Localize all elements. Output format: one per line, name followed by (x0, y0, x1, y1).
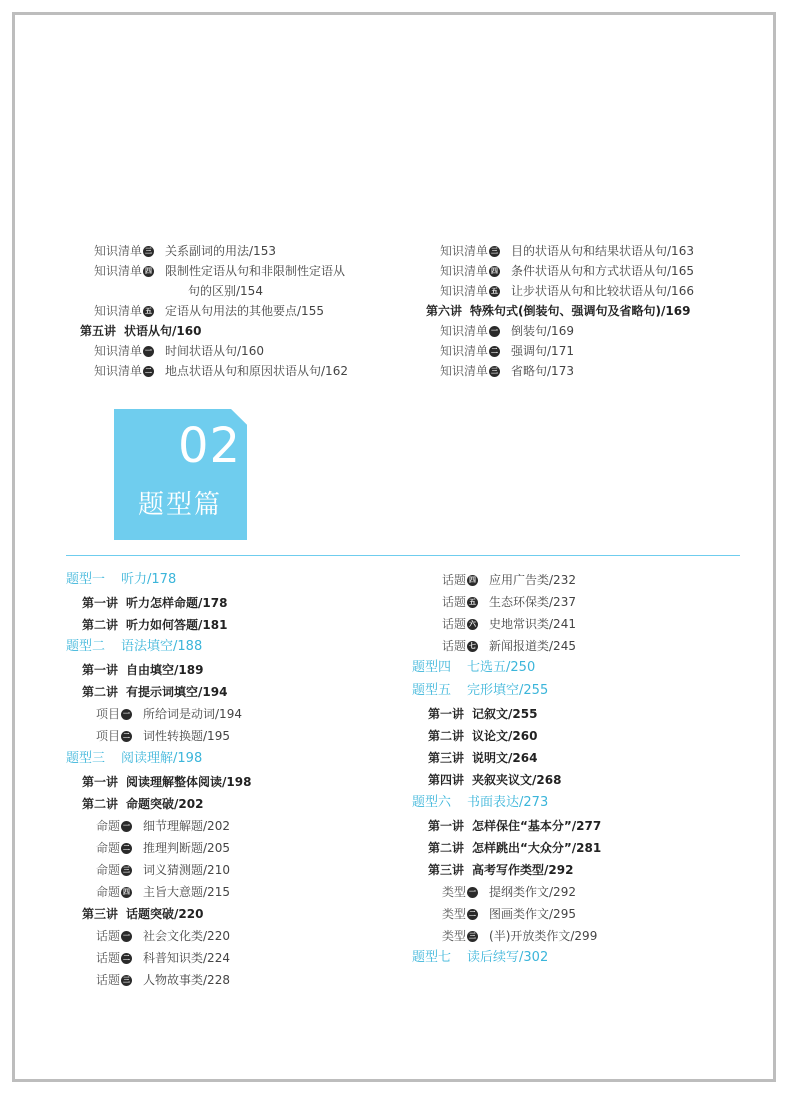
toc-entry[interactable] (96, 706, 242, 722)
lecture-text: 听力怎样命题/178 (126, 596, 228, 610)
lecture-label: 第一讲 (82, 596, 119, 610)
toc-lecture[interactable] (80, 323, 201, 339)
entry-number: 一 (123, 709, 131, 718)
lecture-label: 第三讲 (428, 863, 465, 877)
lecture-label: 第一讲 (428, 819, 465, 833)
lecture-label: 第五讲 (80, 324, 117, 338)
entry-text: 提纲类作文/292 (489, 885, 576, 899)
entry-text: 限制性定语从句和非限制性定语从 (165, 264, 346, 278)
entry-label: 命题 (96, 863, 121, 877)
entry-text: 史地常识类/241 (489, 617, 576, 631)
lecture-label: 第二讲 (82, 797, 119, 811)
entry-label: 知识清单 (440, 364, 489, 378)
part-text: 完形填空/255 (467, 683, 549, 698)
part-text: 读后续写/302 (467, 950, 549, 965)
toc-entry[interactable] (440, 283, 694, 299)
entry-label: 话题 (96, 973, 121, 987)
entry-number: 二 (123, 731, 131, 740)
toc-entry[interactable] (94, 243, 276, 259)
toc-entry[interactable] (96, 928, 230, 944)
lecture-text: 特殊句式(倒装句、强调句及省略句)/169 (470, 304, 691, 318)
part-label: 题型三 (66, 751, 106, 766)
entry-number: 四 (145, 266, 153, 275)
entry-text: 句的区别/154 (188, 284, 263, 298)
entry-text: 细节理解题/202 (143, 819, 230, 833)
entry-text: 社会文化类/220 (143, 929, 230, 943)
lecture-label: 第二讲 (428, 841, 465, 855)
toc-part[interactable] (412, 794, 548, 812)
entry-text: 强调句/171 (511, 344, 574, 358)
entry-number: 三 (123, 865, 131, 874)
toc-entry[interactable] (440, 263, 694, 279)
entry-number: 二 (123, 953, 131, 962)
entry-number: 二 (469, 909, 477, 918)
entry-number: 二 (491, 346, 499, 355)
entry-text: 推理判断题/205 (143, 841, 230, 855)
toc-lecture[interactable] (428, 818, 601, 834)
entry-number: 五 (491, 286, 499, 295)
part-label: 题型七 (412, 950, 452, 965)
toc-entry[interactable] (442, 928, 597, 944)
entry-label: 话题 (442, 573, 467, 587)
entry-label: 话题 (442, 617, 467, 631)
entry-text: 地点状语从句和原因状语从句/162 (165, 364, 348, 378)
toc-entry[interactable] (442, 572, 576, 588)
toc-lecture[interactable] (82, 662, 203, 678)
entry-text: 条件状语从句和方式状语从句/165 (511, 264, 694, 278)
part-label: 题型六 (412, 795, 452, 810)
toc-entry[interactable] (96, 862, 230, 878)
toc-entry[interactable] (94, 263, 345, 279)
entry-number: 三 (469, 931, 477, 940)
entry-text: 定语从句用法的其他要点/155 (165, 304, 324, 318)
entry-text: 词义猜测题/210 (143, 863, 230, 877)
entry-text: 时间状语从句/160 (165, 344, 264, 358)
toc-entry[interactable] (442, 594, 576, 610)
entry-text: 关系副词的用法/153 (165, 244, 276, 258)
entry-label: 命题 (96, 819, 121, 833)
entry-label: 知识清单 (94, 344, 143, 358)
entry-number: 六 (469, 619, 477, 628)
section-title: 题型篇 (138, 490, 223, 520)
entry-text: 应用广告类/232 (489, 573, 576, 587)
toc-lecture[interactable] (82, 774, 251, 790)
entry-label: 知识清单 (94, 244, 143, 258)
toc-entry[interactable] (96, 972, 230, 988)
toc-part[interactable] (412, 659, 535, 677)
entry-label: 项目 (96, 707, 121, 721)
entry-label: 命题 (96, 885, 121, 899)
entry-text: 词性转换题/195 (143, 729, 230, 743)
part-text: 阅读理解/198 (121, 751, 203, 766)
toc-lecture[interactable] (428, 706, 537, 722)
entry-label: 知识清单 (440, 344, 489, 358)
toc-entry[interactable] (96, 840, 230, 856)
lecture-text: 阅读理解整体阅读/198 (126, 775, 252, 789)
lecture-text: 议论文/260 (472, 729, 538, 743)
entry-label: 知识清单 (440, 264, 489, 278)
entry-text: 主旨大意题/215 (143, 885, 230, 899)
lecture-label: 第三讲 (428, 751, 465, 765)
lecture-text: 话题突破/220 (126, 907, 204, 921)
lecture-text: 自由填空/189 (126, 663, 204, 677)
lecture-label: 第一讲 (428, 707, 465, 721)
toc-lecture[interactable] (82, 595, 227, 611)
entry-number: 七 (469, 641, 477, 650)
toc-entry[interactable] (440, 243, 694, 259)
lecture-text: 夹叙夹议文/268 (472, 773, 562, 787)
entry-label: 类型 (442, 907, 467, 921)
toc-lecture[interactable] (82, 617, 227, 633)
toc-part[interactable] (66, 571, 176, 589)
entry-number: 一 (123, 821, 131, 830)
entry-label: 知识清单 (440, 244, 489, 258)
entry-label: 项目 (96, 729, 121, 743)
entry-label: 话题 (442, 639, 467, 653)
toc-entry[interactable] (96, 884, 230, 900)
toc-part[interactable] (66, 638, 202, 656)
entry-number: 一 (145, 346, 153, 355)
toc-entry[interactable] (442, 616, 576, 632)
entry-label: 类型 (442, 929, 467, 943)
entry-number: 四 (491, 266, 499, 275)
entry-text: 人物故事类/228 (143, 973, 230, 987)
lecture-text: 怎样跳出“大众分”/281 (472, 841, 602, 855)
toc-lecture[interactable] (428, 840, 601, 856)
entry-label: 知识清单 (440, 324, 489, 338)
entry-number: 二 (145, 366, 153, 375)
entry-label: 知识清单 (94, 264, 143, 278)
toc-entry-continuation[interactable] (188, 283, 263, 299)
toc-entry[interactable] (96, 728, 230, 744)
toc-entry[interactable] (442, 638, 576, 654)
entry-number: 一 (469, 887, 477, 896)
entry-number: 三 (491, 246, 499, 255)
entry-number: 三 (123, 975, 131, 984)
entry-number: 五 (145, 306, 153, 315)
lecture-label: 第二讲 (82, 618, 119, 632)
toc-entry[interactable] (96, 818, 230, 834)
lecture-label: 第二讲 (428, 729, 465, 743)
toc-lecture[interactable] (428, 728, 537, 744)
lecture-text: 高考写作类型/292 (472, 863, 574, 877)
entry-text: 倒装句/169 (511, 324, 574, 338)
toc-lecture[interactable] (82, 796, 203, 812)
toc-part[interactable] (412, 949, 548, 967)
toc-entry[interactable] (96, 950, 230, 966)
part-text: 七选五/250 (467, 660, 536, 675)
toc-lecture[interactable] (426, 303, 690, 319)
toc-entry[interactable] (440, 363, 574, 379)
toc-lecture[interactable] (82, 684, 227, 700)
part-label: 题型二 (66, 639, 106, 654)
toc-entry[interactable] (94, 343, 264, 359)
toc-lecture[interactable] (428, 750, 537, 766)
entry-text: 生态环保类/237 (489, 595, 576, 609)
toc-entry[interactable] (440, 343, 574, 359)
entry-text: 省略句/173 (511, 364, 574, 378)
entry-number: 三 (491, 366, 499, 375)
part-label: 题型一 (66, 572, 106, 587)
lecture-text: 有提示词填空/194 (126, 685, 228, 699)
lecture-text: 说明文/264 (472, 751, 538, 765)
entry-number: 一 (491, 326, 499, 335)
entry-text: 让步状语从句和比较状语从句/166 (511, 284, 694, 298)
lecture-text: 听力如何答题/181 (126, 618, 228, 632)
section-number: 02 (178, 418, 242, 474)
entry-text: (半)开放类作文/299 (489, 929, 598, 943)
toc-entry[interactable] (94, 363, 348, 379)
lecture-label: 第四讲 (428, 773, 465, 787)
toc-entry[interactable] (442, 906, 576, 922)
entry-text: 新闻报道类/245 (489, 639, 576, 653)
lecture-text: 命题突破/202 (126, 797, 204, 811)
part-text: 听力/178 (121, 572, 177, 587)
lecture-label: 第三讲 (82, 907, 119, 921)
entry-text: 目的状语从句和结果状语从句/163 (511, 244, 694, 258)
toc-lecture[interactable] (428, 772, 561, 788)
entry-text: 所给词是动词/194 (143, 707, 242, 721)
lecture-label: 第二讲 (82, 685, 119, 699)
entry-label: 命题 (96, 841, 121, 855)
entry-label: 类型 (442, 885, 467, 899)
entry-number: 四 (469, 575, 477, 584)
entry-label: 话题 (96, 951, 121, 965)
toc-lecture[interactable] (82, 906, 203, 922)
part-label: 题型五 (412, 683, 452, 698)
entry-number: 二 (123, 843, 131, 852)
entry-number: 五 (469, 597, 477, 606)
toc-lecture[interactable] (428, 862, 573, 878)
entry-number: 一 (123, 931, 131, 940)
entry-label: 话题 (96, 929, 121, 943)
entry-text: 图画类作文/295 (489, 907, 576, 921)
toc-part[interactable] (66, 750, 202, 768)
toc-entry[interactable] (94, 303, 324, 319)
toc-part[interactable] (412, 682, 548, 700)
part-label: 题型四 (412, 660, 452, 675)
lecture-label: 第一讲 (82, 663, 119, 677)
entry-number: 四 (123, 887, 131, 896)
lecture-text: 状语从句/160 (124, 324, 202, 338)
entry-number: 三 (145, 246, 153, 255)
entry-label: 话题 (442, 595, 467, 609)
section-divider (66, 555, 740, 556)
toc-entry[interactable] (440, 323, 574, 339)
entry-label: 知识清单 (94, 364, 143, 378)
lecture-text: 怎样保住“基本分”/277 (472, 819, 602, 833)
toc-entry[interactable] (442, 884, 576, 900)
part-text: 语法填空/188 (121, 639, 203, 654)
entry-text: 科普知识类/224 (143, 951, 230, 965)
lecture-label: 第六讲 (426, 304, 463, 318)
lecture-label: 第一讲 (82, 775, 119, 789)
entry-label: 知识清单 (94, 304, 143, 318)
part-text: 书面表达/273 (467, 795, 549, 810)
entry-label: 知识清单 (440, 284, 489, 298)
lecture-text: 记叙文/255 (472, 707, 538, 721)
